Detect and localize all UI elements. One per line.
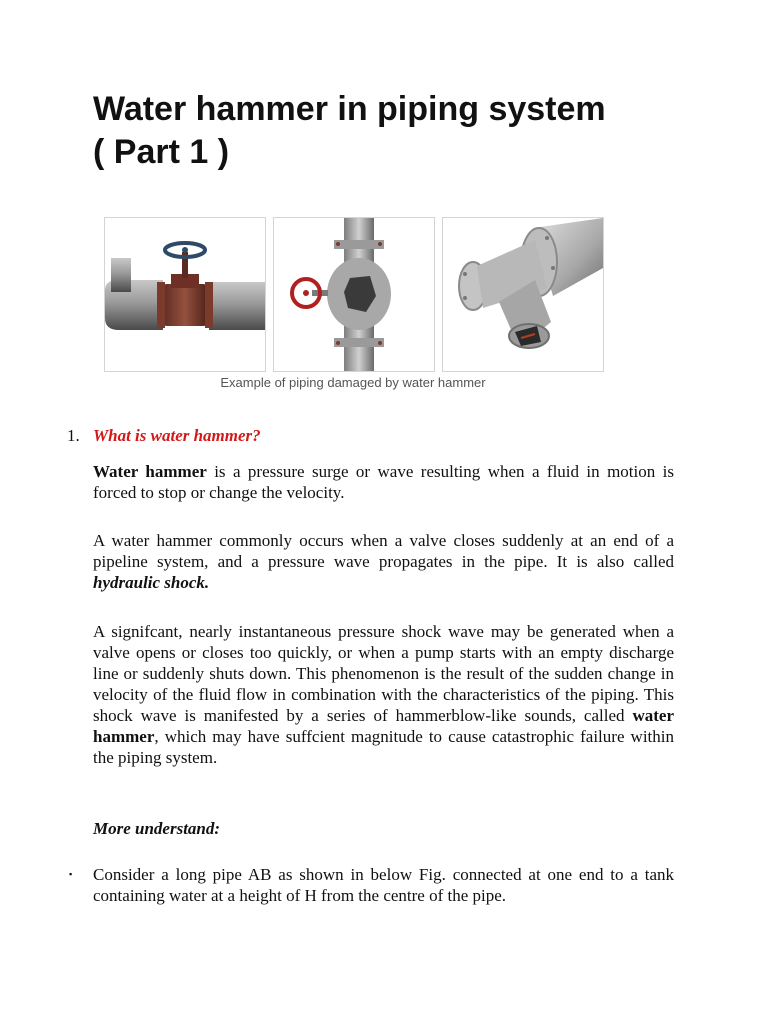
valve-damage-figure	[104, 217, 602, 393]
title-line-1: Water hammer in piping system	[93, 90, 606, 128]
figure-panel-strainer	[442, 217, 604, 372]
section-number: 1.	[67, 426, 80, 445]
strainer-illustration	[443, 218, 603, 371]
bullet-icon: ▪	[69, 869, 73, 879]
more-understand-heading: More understand:	[93, 819, 221, 838]
figure-panel-gate-valve	[104, 217, 266, 372]
figure-panel-ruptured-valve	[273, 217, 435, 372]
phenomenon-text-2: , which may have suffcient magnitude to cause catastrophic failure within the piping system.	[93, 727, 674, 767]
phenomenon-paragraph	[93, 621, 674, 768]
figure-caption: Example of piping damaged by water hammer	[220, 375, 486, 390]
title-line-2: ( Part 1 )	[93, 133, 230, 171]
document-title	[93, 88, 713, 174]
occurrence-text: A water hammer commonly occurs when a valve closes suddenly at an end of a pipeline system, and a pressure wave propagates in the pipe. It is also called	[93, 531, 674, 571]
occurrence-paragraph	[93, 530, 674, 593]
term-water-hammer-2: water hammer	[93, 706, 674, 746]
gate-valve-illustration	[105, 218, 265, 371]
definition-paragraph	[93, 461, 674, 503]
term-water-hammer: Water hammer	[93, 462, 207, 481]
term-hydraulic-shock: hydraulic shock.	[93, 573, 210, 592]
phenomenon-text-1: A signifcant, nearly instantaneous pressure shock wave may be generated when a valve opens or closes too quickly, or when a pump starts with an empty discharge line or suddenly shuts down. This phenomenon is the result of the sudden change in velocity of the fluid flow in combination with the characteristics of the piping. This shock wave is manifested by a series of hammerblow-like sounds, called	[93, 622, 674, 725]
ruptured-valve-illustration	[274, 218, 434, 371]
section-heading: What is water hammer?	[93, 426, 261, 445]
bullet-paragraph: Consider a long pipe AB as shown in below Fig. connected at one end to a tank containing water at a height of H from the centre of the pipe.	[93, 865, 674, 905]
definition-text: is a pressure surge or wave resulting when a fluid in motion is forced to stop or change the velocity.	[93, 462, 674, 502]
